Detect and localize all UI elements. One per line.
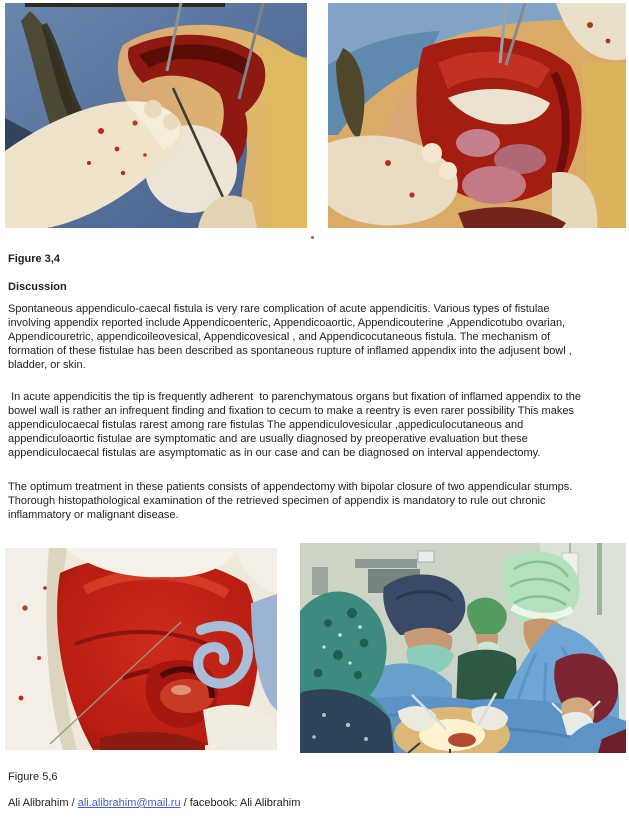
figure-caption-5-6: Figure 5,6 <box>8 771 58 783</box>
discussion-heading: Discussion <box>8 281 67 293</box>
email-link[interactable]: ali.alibrahim@mail.ru <box>77 797 181 809</box>
author-facebook: / facebook: Ali Alibrahim <box>180 797 301 809</box>
specimen-closeup-photo <box>5 548 277 750</box>
discussion-paragraph-3: The optimum treatment in these patients consists of appendectomy with bipolar closure of two appendicular stumps. Thorough histopathological examination of the retrieved specimen of appendix is mandatory to rule out chronic inflammatory or malignant disease. <box>8 481 576 521</box>
surgical-incision-photo <box>5 3 307 228</box>
figure-6-photo <box>300 543 626 753</box>
wall-thermostat <box>418 551 434 562</box>
figure-3-photo <box>5 3 307 228</box>
deep-wound-photo <box>328 3 626 228</box>
stray-period-mark <box>311 236 314 239</box>
discussion-paragraph-1: Spontaneous appendiculo-caecal fistula is very rare complication of acute appendicitis. Various types of fistulae involving appendix reported include Appendicoenteric, Appendicoaortic, Appendicouterine ,Appendicotubo ovarian, Appendicouretric, appendicoileovesical, Appendicovesical , and Appendicocutaneous fistula. The mechanism of formation of these fistulae has been described as spontaneous rupture of inflamed appendix into the adjusent bowl , bladder, or skin. <box>8 303 575 371</box>
figure-caption-3-4: Figure 3,4 <box>8 253 60 265</box>
author-line <box>8 796 593 810</box>
figure-5-photo <box>5 548 277 750</box>
operating-room-photo <box>300 543 626 753</box>
author-name: Ali Alibrahim / <box>8 797 78 809</box>
discussion-paragraph-2: In acute appendicitis the tip is frequently adherent to parenchymatous organs but fixation of inflamed appendix to the bowel wall is rather an infrequent finding and fixation to cecum to make a reentry is even rarer possibility This makes appendiculocaecal fistulas rarest among rare fistulas The appendiculovesicular ,appediculocutaneous and appendiculoaortic fistulae are symptomatic and are usually diagnosed by preoperative evaluation but these appendiculocaecal fistulas are asymptomatic as in our case and can be diagnosed on interval appendectomy. <box>8 391 585 459</box>
figure-4-photo <box>328 3 626 228</box>
